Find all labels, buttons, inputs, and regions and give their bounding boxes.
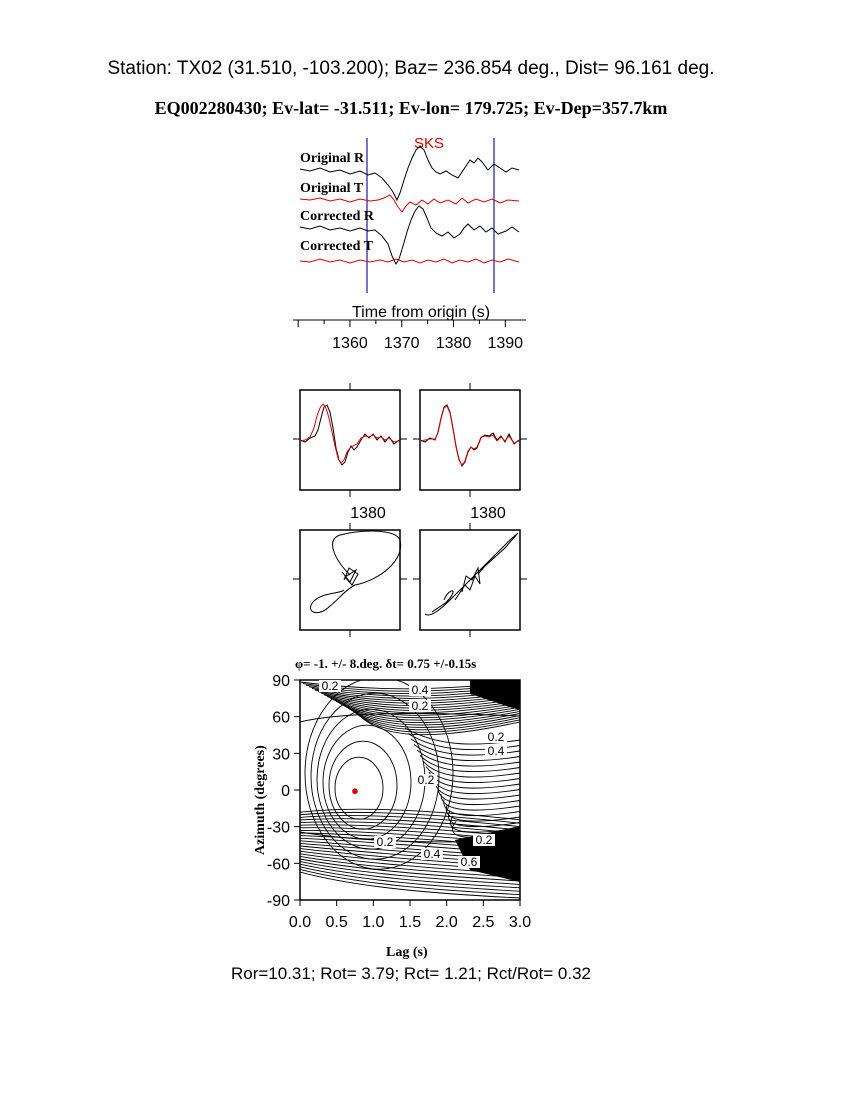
waveform-tick-label: 1380 — [470, 505, 506, 522]
waveform-before-radial — [300, 405, 399, 465]
time-tick-label: 1390 — [487, 335, 524, 352]
waveform-before-transverse — [300, 404, 399, 463]
error-surface-panel — [253, 656, 531, 960]
azimuth-axis-label: Azimuth (degrees) — [253, 745, 268, 855]
seismogram-panel — [293, 135, 526, 352]
contour-label: 0.4 — [411, 683, 429, 697]
error-surface-title: φ= -1. +/- 8.deg. δt= 0.75 +/-0.15s — [295, 656, 477, 671]
waveform-tick-label: 1380 — [350, 505, 386, 522]
lag-axis-label: Lag (s) — [386, 945, 428, 960]
ratio-summary: Ror=10.31; Rot= 3.79; Rct= 1.21; Rct/Rot= 0.32 — [230, 964, 592, 983]
lag-tick-label: 2.5 — [472, 914, 495, 931]
contour-inner — [335, 757, 383, 819]
lag-axis-ticks — [289, 900, 531, 931]
time-tick-label: 1370 — [383, 335, 420, 352]
azimuth-tick-label: 0 — [281, 783, 290, 800]
contour-label: 0.6 — [460, 855, 478, 869]
waveform-after-radial — [420, 405, 519, 466]
waveform-after-transverse — [420, 406, 519, 465]
lag-tick-label: 0.5 — [325, 914, 348, 931]
azimuth-tick-label: 30 — [272, 746, 290, 764]
contour-label: 0.4 — [423, 847, 441, 861]
contour-label: 0.2 — [411, 699, 429, 713]
trace-label-original-t: Original T — [300, 181, 364, 196]
lag-tick-label: 2.0 — [435, 914, 458, 931]
particle-motion-panels — [293, 523, 527, 637]
lag-tick-label: 0.0 — [288, 914, 312, 931]
lag-tick-label: 1.0 — [362, 914, 385, 931]
particle-motion-after — [425, 533, 518, 615]
best-fit-marker — [352, 788, 358, 794]
time-axis-label: Time from origin (s) — [352, 304, 491, 321]
lag-tick-label: 1.5 — [398, 914, 422, 931]
trace-corrected-t — [300, 259, 519, 263]
phase-label-sks: SKS — [414, 135, 445, 152]
contour-label: 0.2 — [321, 679, 339, 693]
particle-motion-box-before — [300, 530, 400, 630]
contour-label: 0.2 — [475, 833, 493, 847]
trace-label-corrected-t: Corrected T — [300, 239, 373, 254]
lag-tick-label: 3.0 — [508, 914, 532, 931]
contour-label: 0.2 — [487, 730, 505, 744]
time-tick-label: 1360 — [332, 335, 368, 352]
station-header: Station: TX02 (31.510, -103.200); Baz= 236.854 deg., Dist= 96.161 deg. — [107, 58, 715, 79]
waveform-tick-labels — [350, 505, 506, 522]
azimuth-axis-ticks — [267, 673, 300, 910]
particle-motion-before — [311, 531, 401, 613]
azimuth-tick-label: -90 — [266, 893, 290, 910]
azimuth-tick-label: 60 — [272, 709, 290, 727]
time-axis-minor-ticks — [298, 320, 505, 327]
waveform-overlay-panels — [293, 383, 527, 522]
time-axis-tick-labels — [332, 335, 523, 352]
azimuth-tick-label: -30 — [266, 819, 290, 837]
azimuth-tick-label: 90 — [272, 673, 290, 690]
trace-label-corrected-r: Corrected R — [300, 209, 374, 224]
contour-label: 0.4 — [487, 744, 505, 758]
contour-label: 0.2 — [376, 835, 394, 849]
event-header: EQ002280430; Ev-lat= -31.511; Ev-lon= 179.725; Ev-Dep=357.7km — [154, 98, 668, 118]
contour-label: 0.2 — [417, 773, 435, 787]
azimuth-tick-label: -60 — [266, 856, 290, 874]
time-tick-label: 1380 — [435, 335, 472, 352]
trace-label-original-r: Original R — [300, 151, 365, 166]
